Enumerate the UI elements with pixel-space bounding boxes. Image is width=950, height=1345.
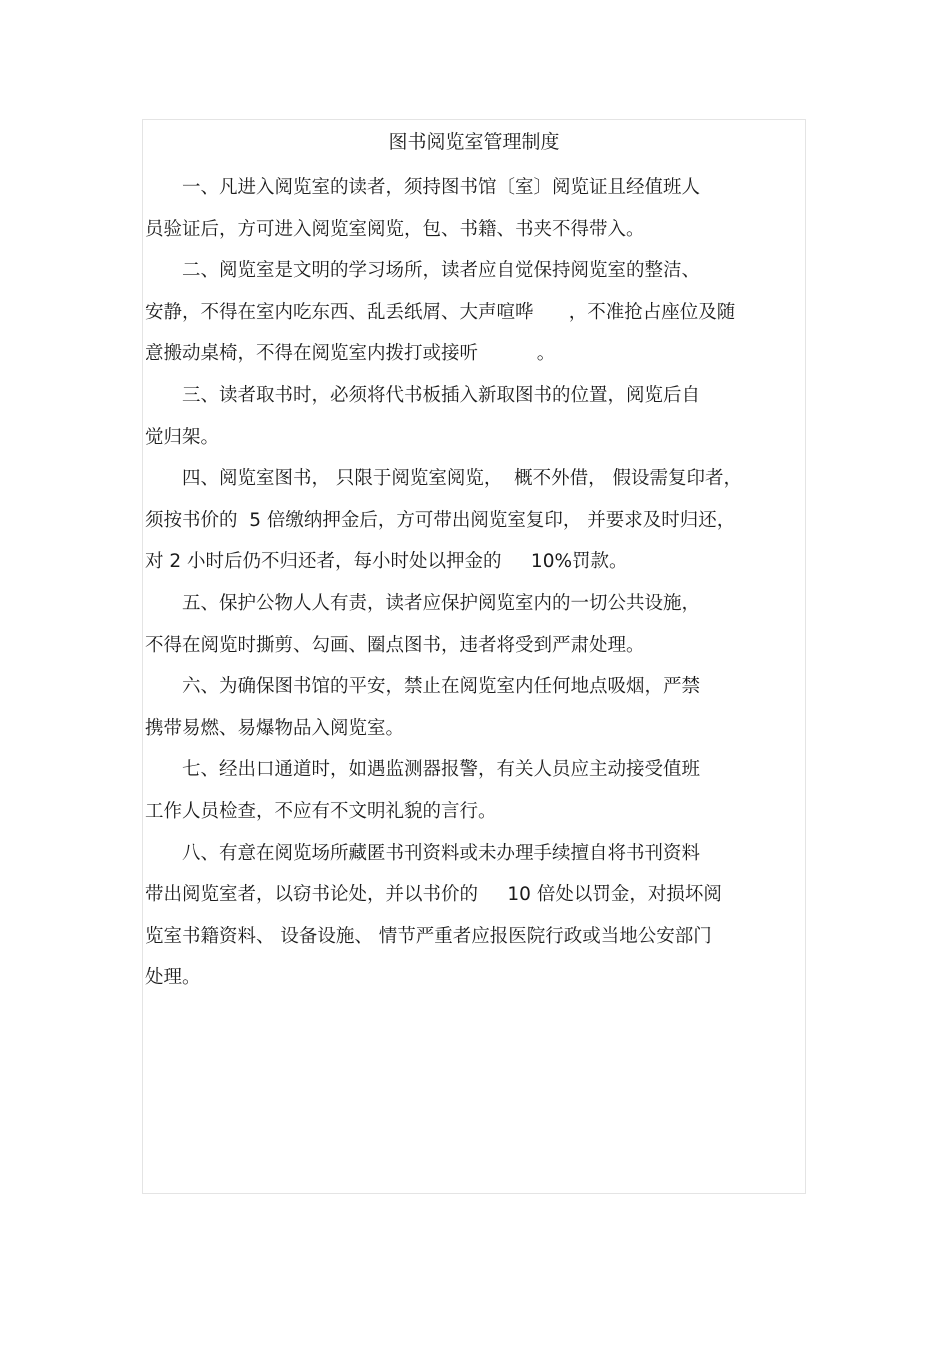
text-line: 四、阅览室图书， 只限于阅览室阅览， 概不外借， 假设需复印者， xyxy=(182,468,743,490)
text-line: 对 2 小时后仍不归还者，每小时处以押金的 10%罚款。 xyxy=(145,551,628,573)
text-line: 须按书价的 5 倍缴纳押金后，方可带出阅览室复印， 并要求及时归还， xyxy=(145,509,736,531)
text-line: 意搬动桌椅，不得在阅览室内拨打或接听 。 xyxy=(145,343,556,365)
text-line: 七、经出口通道时，如遇监测器报警，有关人员应主动接受值班 xyxy=(182,759,701,781)
text-line: 觉归架。 xyxy=(145,426,220,448)
document-title: 图书阅览室管理制度 xyxy=(388,131,560,153)
document-body xyxy=(145,167,805,999)
text-line: 一、凡进入阅览室的读者，须持图书馆〔室〕阅览证且经值班人 xyxy=(182,177,701,198)
text-line: 八、有意在阅览场所藏匿书刊资料或未办理手续擅自将书刊资料 xyxy=(182,842,701,864)
text-line: 二、阅览室是文明的学习场所，读者应自觉保持阅览室的整洁、 xyxy=(182,260,701,282)
text-line: 安静，不得在室内吃东西、乱丢纸屑、大声喧哗 ，不准抢占座位及随 xyxy=(145,301,736,323)
text-line: 三、读者取书时，必须将代书板插入新取图书的位置，阅览后自 xyxy=(182,384,701,406)
text-line: 览室书籍资料、 设备设施、 情节严重者应报医院行政或当地公安部门 xyxy=(145,925,712,947)
text-line: 不得在阅览时撕剪、勾画、圈点图书，违者将受到严肃处理。 xyxy=(145,634,645,656)
text-line: 员验证后，方可进入阅览室阅览，包、书籍、书夹不得带入。 xyxy=(145,218,645,240)
text-line: 工作人员检查，不应有不文明礼貌的言行。 xyxy=(145,800,497,822)
text-line: 六、为确保图书馆的平安，禁止在阅览室内任何地点吸烟，严禁 xyxy=(182,676,701,698)
text-line: 带出阅览室者，以窃书论处，并以书价的 10 倍处以罚金，对损坏阅 xyxy=(145,884,722,906)
text-line: 携带易燃、易爆物品入阅览室。 xyxy=(145,717,405,739)
text-line: 五、保护公物人人有责，读者应保护阅览室内的一切公共设施， xyxy=(182,592,701,614)
text-line: 处理。 xyxy=(145,967,201,989)
